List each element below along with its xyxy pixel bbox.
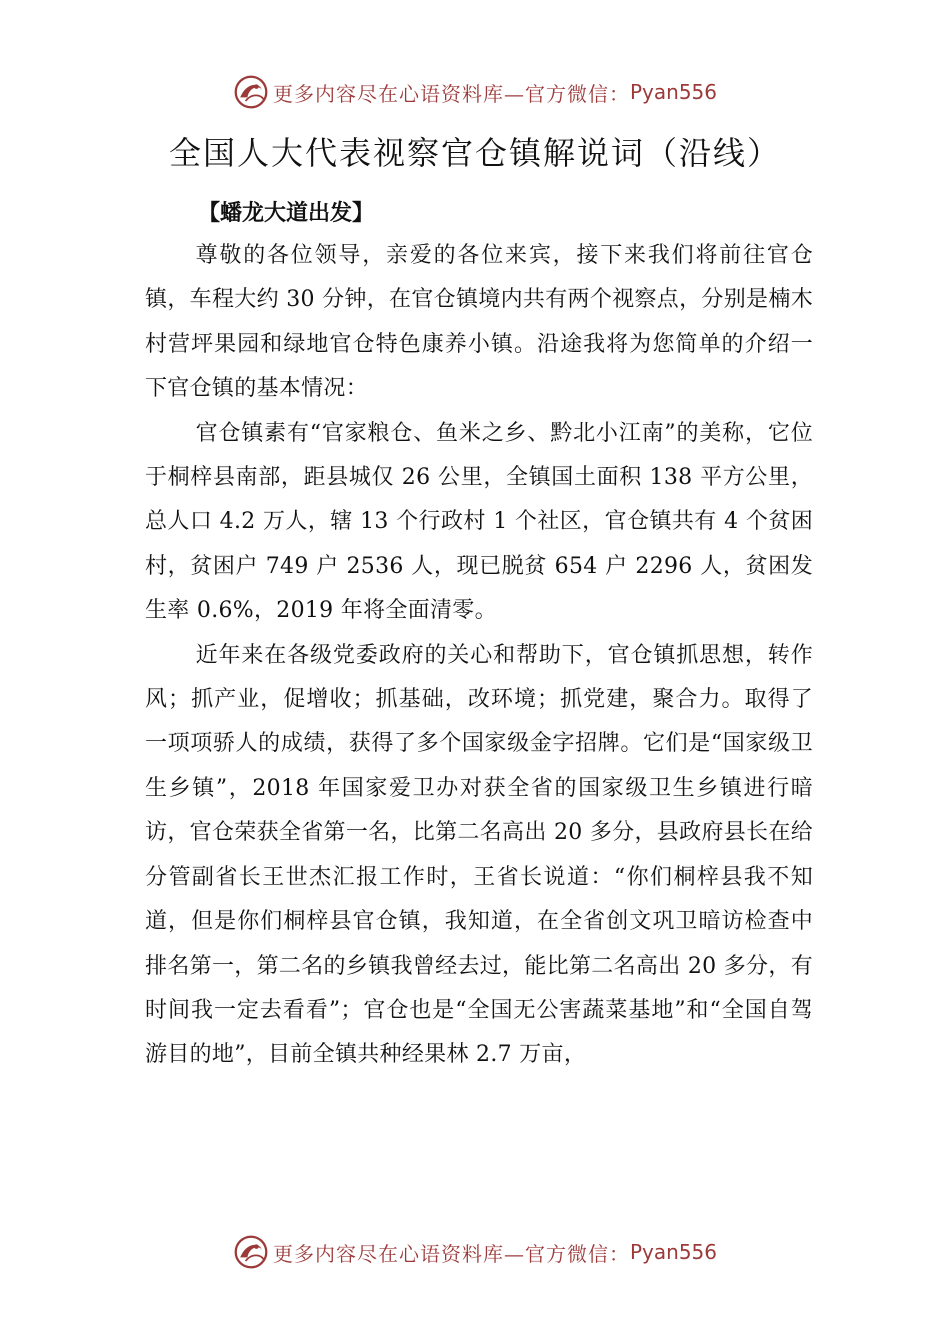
paragraph: 尊敬的各位领导，亲爱的各位来宾，接下来我们将前往官仓镇，车程大约 30 分钟，在官仓镇境内共有两个视察点，分别是楠木村营坪果园和绿地官仓特色康养小镇。沿途我将为您简单的介绍一下官仓镇的基本情况： [145, 243, 813, 402]
section-heading: 【蟠龙大道出发】 [198, 201, 375, 226]
swirl-logo-icon [233, 1234, 269, 1270]
watermark-wechat-id: Pyan556 [629, 1240, 717, 1264]
watermark-banner-bottom [0, 1230, 950, 1274]
document-body [145, 234, 813, 1078]
paragraph: 近年来在各级党委政府的关心和帮助下，官仓镇抓思想，转作风；抓产业，促增收；抓基础，改环境；抓党建，聚合力。取得了一项项骄人的成绩，获得了多个国家级金字招牌。它们是“国家级卫生乡镇”，2018 年国家爱卫办对获全省的国家级卫生乡镇进行暗访，官仓荣获全省第一名，比第二名高出 20 多分，县政府县长在给分管副省长王世杰汇报工作时，王省长说道：“你们桐梓县我不知道，但是你们桐梓县官仓镇，我知道，在全省创文巩卫暗访检查中排名第一，第二名的乡镇我曾经去过，能比第二名高出 20 多分，有时间我一定去看看”；官仓也是“全国无公害蔬菜基地”和“全国自驾游目的地”，目前全镇共种经果林 2.7 万亩， [145, 642, 813, 1068]
swirl-logo-icon [233, 74, 269, 110]
watermark-text: 更多内容尽在心语资料库—官方微信： [272, 1241, 630, 1266]
watermark-banner-top [0, 70, 950, 114]
paragraph: 官仓镇素有“官家粮仓、鱼米之乡、黔北小江南”的美称，它位于桐梓县南部，距县城仅 26 公里，全镇国土面积 138 平方公里，总人口 4.2 万人，辖 13 个行政村 1 个社区，官仓镇共有 4 个贫困村，贫困户 749 户 2536 人，现已脱贫 654 户 2296 人，贫困发生率 0.6%，2019 年将全面清零。 [145, 420, 813, 624]
watermark-text: 更多内容尽在心语资料库—官方微信： [272, 81, 630, 106]
document-title: 全国人大代表视察官仓镇解说词（沿线） [168, 134, 781, 172]
watermark-wechat-id: Pyan556 [629, 80, 717, 104]
